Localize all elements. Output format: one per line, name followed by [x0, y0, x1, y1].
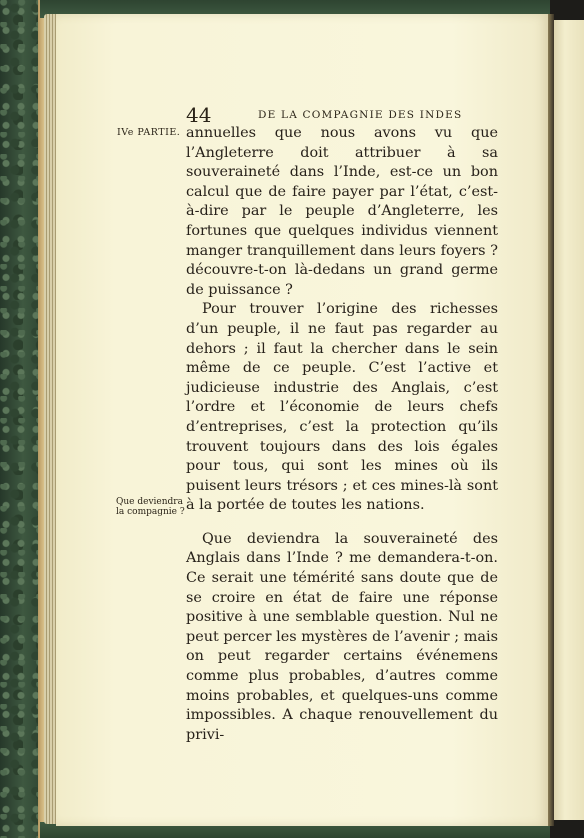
- paragraph-1: annuelles que nous avons vu que l’Angleterre doit attribuer à sa souveraineté dans l’Inde, est-ce un bon calcul que de faire payer par l’état, c’est-à-dire par le peuple d’Angleterre, les fortunes que quelques individus viennent manger tranquillement dans leurs foyers ? découvre-t-on là-dedans un grand germe de puissance ?: [186, 125, 498, 298]
- margin-note-question-line2: la compagnie ?: [116, 507, 185, 517]
- facing-page-edge: [552, 20, 584, 820]
- paragraph-2: Pour trouver l’origine des richesses d’un peuple, il ne faut pas regarder au dehors ; il faut la chercher dans le sein même de ce peuple. C’est l’active et judicieuse industrie des Anglais, c’est l’ordre et l’économie de leurs chefs d’entreprises, c’est la protection qu’ils trouvent toujours dans des lois égales pour tous, qui sont les mines où ils puisent leurs trésors ; et ces mines-là sont à la portée de toutes les nations.: [186, 301, 498, 514]
- page-header: [186, 104, 498, 126]
- page-number: 44: [186, 103, 212, 127]
- paragraph-3: Que deviendra la souveraineté des Anglais dans l’Inde ? me demandera-t-on. Ce serait une témérité sans doute que de se croire en état de faire une réponse positive à une semblable question. Nul ne peut percer les mystères de l’avenir ; mais on peut regarder certains événemens comme plus probables, d’autres comme moins probables, et quelques-uns comme impossibles. A chaque renouvellement du privi-: [186, 530, 498, 743]
- margin-note-question: [116, 497, 186, 517]
- margin-note-question-line1: Que deviendra: [116, 497, 183, 507]
- gutter: [548, 14, 554, 826]
- margin-note-part-text: IVe PARTIE.: [117, 127, 181, 138]
- body-text: [186, 124, 498, 745]
- margin-note-part: [117, 128, 180, 138]
- running-head: DE LA COMPAGNIE DES INDES: [258, 109, 463, 121]
